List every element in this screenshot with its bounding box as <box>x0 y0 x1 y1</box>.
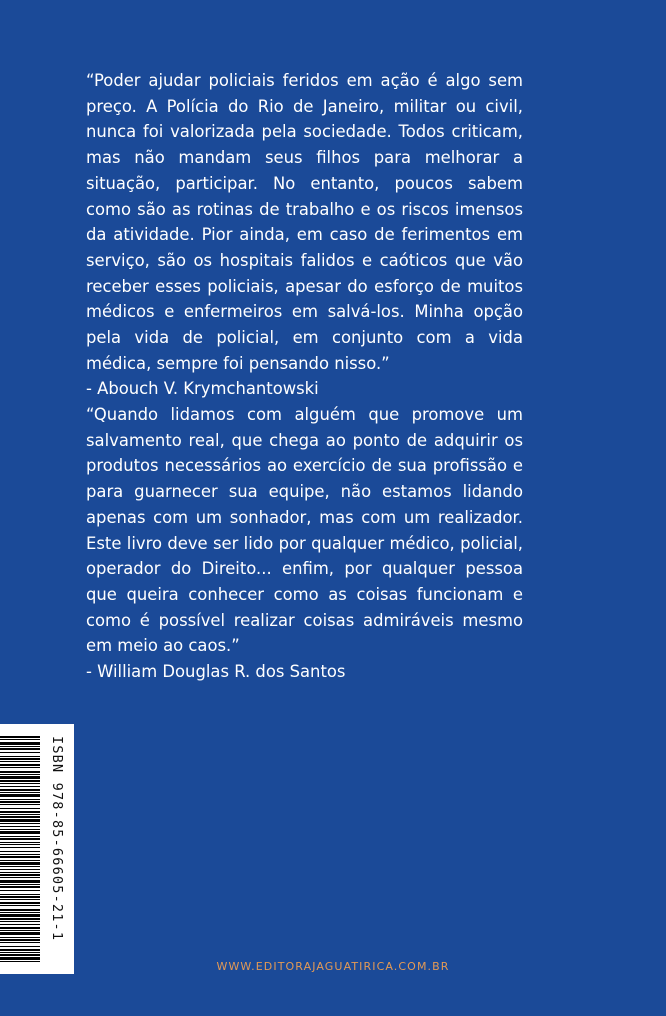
barcode-icon <box>0 736 40 964</box>
quote-1 <box>86 68 523 402</box>
isbn-label: ISBN 978-85-66605-21-1 <box>49 736 65 942</box>
barcode-panel <box>0 724 74 974</box>
quote-2-text: “Quando lidamos com alguém que promove um salvamento real, que chega ao ponto de adquirir os produtos necessários ao exercício de sua profissão e para guarnecer sua equipe, não estamos lidando apenas com um sonhador, mas com um realizador. Este livro deve ser lido por qualquer médico, policial, operador do Direito... enfim, por qualquer pessoa que queira conhecer como as coisas funcionam e como é possível realizar coisas admiráveis mesmo em meio ao caos.” <box>86 405 523 656</box>
publisher-website: WWW.EDITORAJAGUATIRICA.COM.BR <box>216 960 450 973</box>
quote-1-text: “Poder ajudar policiais feridos em ação é algo sem preço. A Polícia do Rio de Janeiro, militar ou civil, nunca foi valorizada pela sociedade. Todos criticam, mas não mandam seus filhos para melhorar a situação, participar. No entanto, poucos sabem como são as rotinas de trabalho e os riscos imensos da atividade. Pior ainda, em caso de ferimentos em serviço, são os hospitais falidos e caóticos que vão receber esses policiais, apesar do esforço de muitos médicos e enfermeiros em salvá-los. Minha opção pela vida de policial, em conjunto com a vida médica, sempre foi pensando nisso.” <box>86 71 523 373</box>
quote-1-author: - Abouch V. Krymchantowski <box>86 379 319 399</box>
quote-2-author: - William Douglas R. dos Santos <box>86 662 346 682</box>
quote-2 <box>86 402 523 685</box>
